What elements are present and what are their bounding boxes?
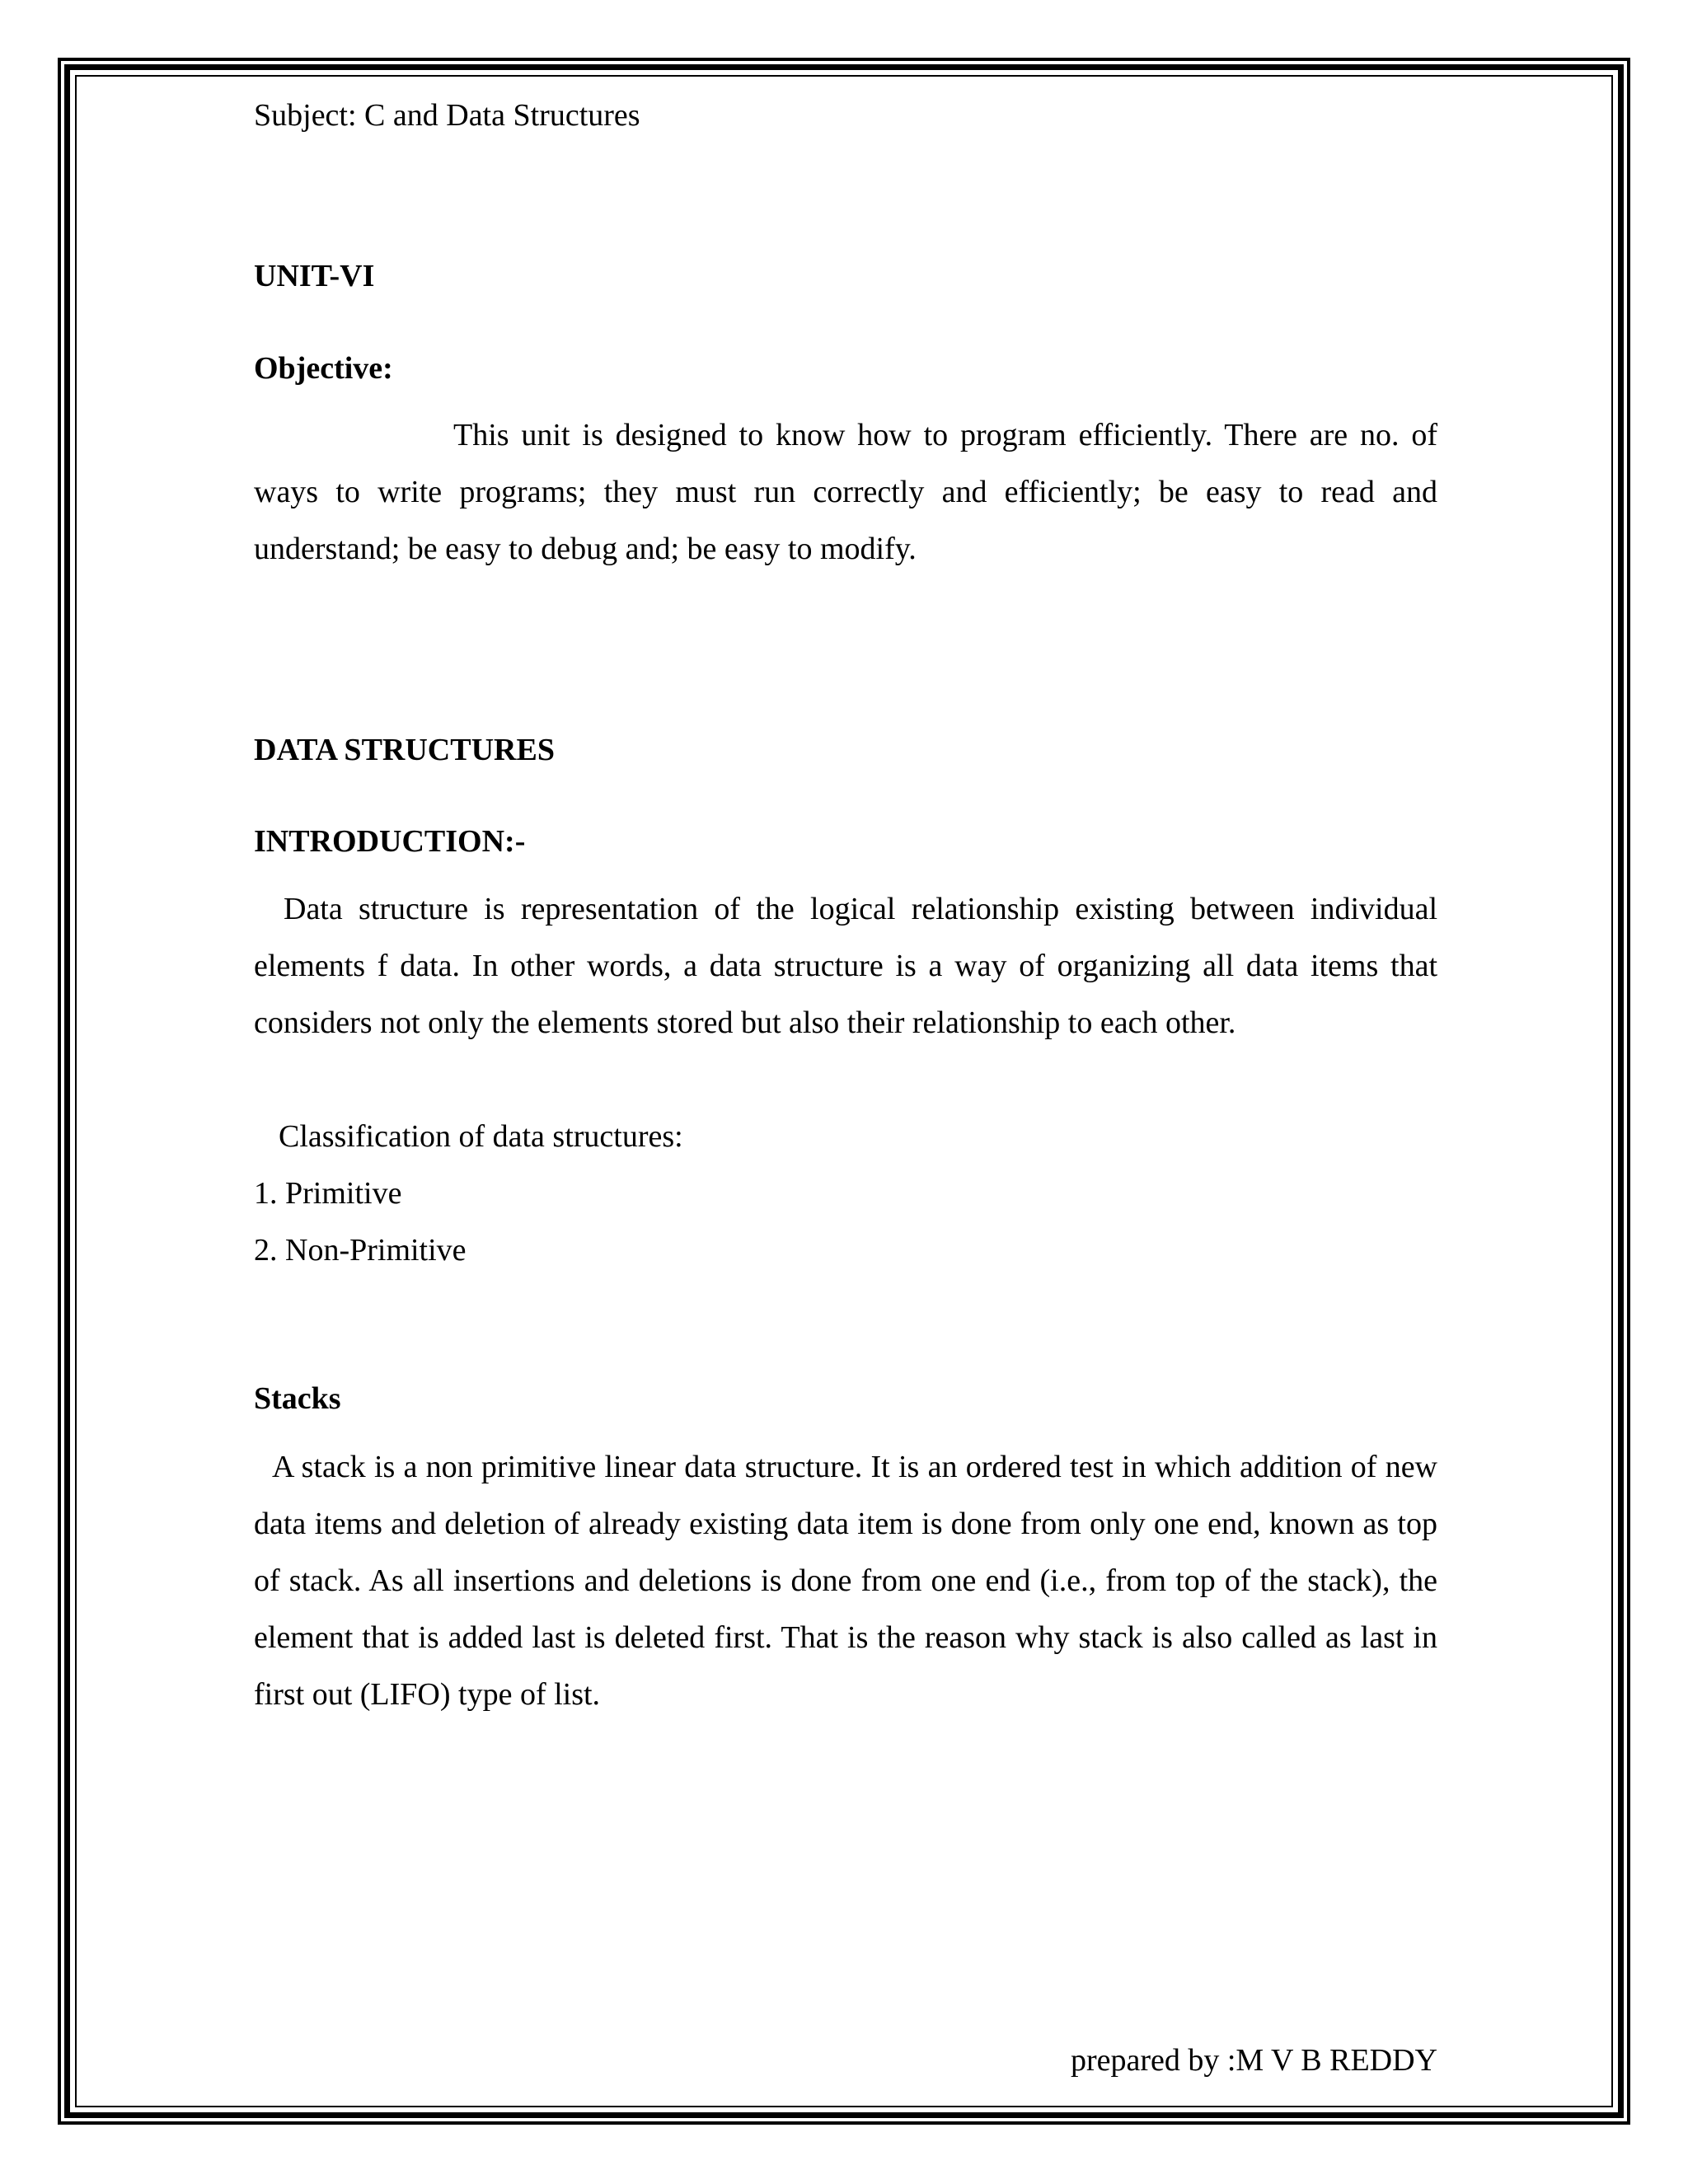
introduction-label: INTRODUCTION:- [254, 824, 526, 859]
subject-line: Subject: C and Data Structures [254, 98, 640, 133]
data-structures-title: DATA STRUCTURES [254, 733, 555, 767]
stacks-paragraph: A stack is a non primitive linear data structure. It is an ordered test in which addition of new data items and deletion of already existing data item is done from only one end, known as top of stack. As all insertions and deletions is done from one end (i.e., from top of the stack), the element that is added last is deleted first. That is the reason why stack is also called as last in first out (LIFO) type of list. [254, 1450, 1437, 1712]
classification-item-primitive: 1. Primitive [254, 1176, 402, 1211]
classification-item-non-primitive: 2. Non-Primitive [254, 1233, 467, 1268]
unit-title: UNIT-VI [254, 259, 375, 293]
objective-paragraph: This unit is designed to know how to program efficiently. There are no. of ways to write programs; they must run correctly and efficiently; be easy to read and understand; be easy to debug and; be easy to modify. [254, 418, 1437, 566]
introduction-paragraph: Data structure is representation of the logical relationship existing between individual elements f data. In other words, a data structure is a way of organizing all data items that considers not only the elements stored but also their relationship to each other. [254, 892, 1437, 1040]
classification-label: Classification of data structures: [279, 1119, 683, 1154]
objective-label: Objective: [254, 351, 393, 386]
stacks-title: Stacks [254, 1381, 341, 1416]
prepared-by: prepared by :M V B REDDY [1070, 2043, 1437, 2078]
